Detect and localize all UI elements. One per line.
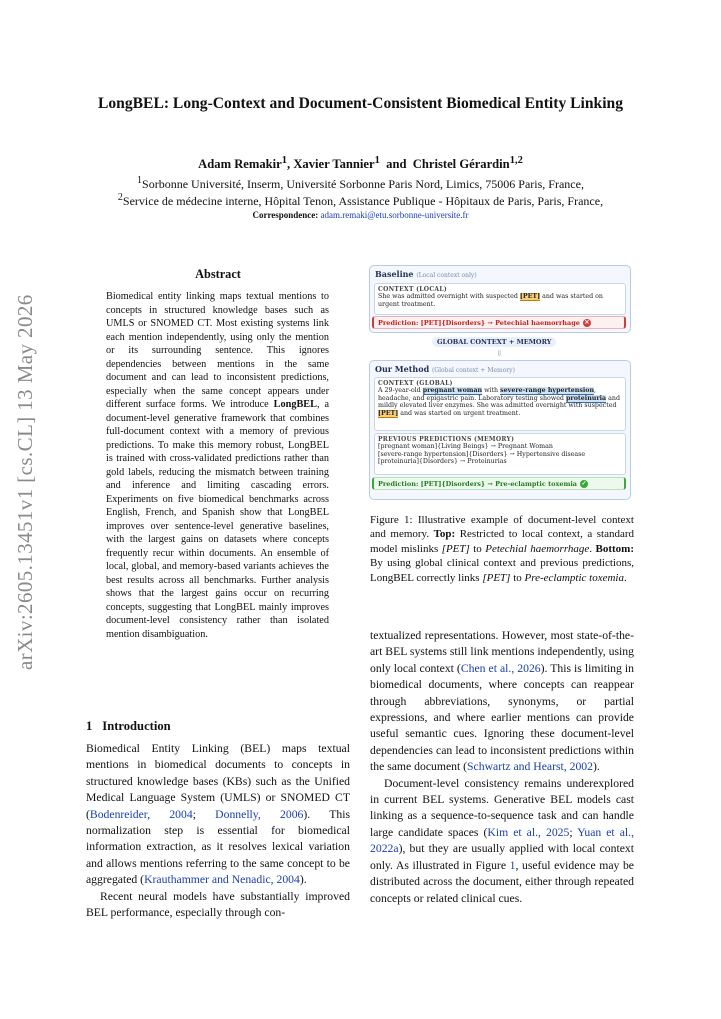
section-title: Introduction	[102, 719, 171, 733]
abstract-body	[106, 290, 329, 641]
global-context-label: GLOBAL CONTEXT + MEMORY	[432, 337, 556, 347]
target-mention: [PET]	[519, 293, 541, 300]
citation-link[interactable]: Donnelly, 2006	[215, 807, 304, 821]
paragraph-text: ).	[592, 760, 600, 774]
caption-text: Figure 1: Illustrative example of document-level context and memory.	[370, 514, 634, 541]
author-list	[80, 155, 641, 172]
paragraph	[370, 776, 634, 907]
down-arrow-icon: ⇓	[496, 349, 503, 358]
wrong-mark-icon: ✕	[584, 319, 590, 326]
memory-label: PREVIOUS PREDICTIONS (MEMORY)	[378, 436, 515, 443]
caption-italic: Petechial haemorrhage	[485, 542, 590, 555]
author-affiliation-mark: 1	[374, 155, 380, 166]
caption-text: .	[623, 571, 627, 584]
correspondence-email-link[interactable]: adam.remaki@etu.sorbonne-universite.fr	[320, 210, 469, 220]
caption-bold: Bottom:	[595, 542, 635, 555]
figure-caption	[370, 513, 634, 585]
check-mark-icon: ✓	[581, 480, 587, 487]
abstract-text: Biomedical entity linking maps textual mentions to concepts in structured knowledge bases such as UMLS or SNOMED CT. Most existing systems link each mention independently, using only the mention or its surrounding sentence. This ignores dependencies between mentions in the same document and can lead to inconsistent predictions, especially when the same concept appears under different surface forms. We introduce	[106, 291, 329, 410]
correspondence	[80, 210, 641, 220]
correspondence-label: Correspondence:	[252, 210, 319, 220]
caption-text: .	[589, 542, 596, 555]
context-fragment: and mildly elevated liver enzymes. She was admitted overnight with suspected	[378, 394, 620, 410]
paragraph-text: Biomedical Entity Linking (BEL) maps textual mentions in biomedical documents to concepts in structured knowledge bases (KBs) such as the Unified Medical Language System (UMLS) or SNOMED CT (	[86, 742, 350, 821]
abstract-bold-term: LongBEL	[273, 399, 317, 410]
context-fragment: A 29-year-old	[378, 387, 423, 394]
baseline-prediction	[372, 316, 626, 329]
paragraph-text: ), but they are usually applied with local context only. As illustrated in Figure	[370, 842, 634, 872]
author-separator: ,	[287, 157, 294, 172]
citation-link[interactable]: Schwartz and Hearst, 2002	[467, 760, 593, 774]
citation-link[interactable]: Krauthammer and Nenadic, 2004	[144, 873, 300, 887]
caption-text: to	[469, 542, 486, 555]
caption-italic: [PET]	[441, 542, 470, 555]
panel-subtitle: (Global context + Memory)	[431, 367, 515, 374]
memory-item: [proteinuria]{Disorders} → Proteinurias	[378, 458, 507, 466]
caption-text: By using global clinical context and previous predictions, LongBEL correctly links	[370, 557, 634, 584]
left-column-body	[86, 741, 350, 921]
memory-list	[375, 443, 625, 467]
paragraph: Recent neural models have substantially improved BEL performance, especially through con-	[86, 889, 350, 920]
figure-1	[369, 265, 631, 498]
memory-item: [pregnant woman]{Living Beings} → Pregnant Woman	[378, 443, 553, 450]
context-fragment: , headache, and epigastric pain. Laboratory testing showed	[378, 387, 597, 402]
affiliation-mark: 1	[137, 175, 143, 186]
mention-highlight: pregnant woman	[422, 387, 483, 394]
figure-ref-link[interactable]: 1	[509, 858, 516, 872]
panel-subtitle: (Local context only)	[416, 272, 477, 279]
panel-title: Our Method	[375, 364, 430, 374]
affiliation-1	[40, 175, 681, 192]
mention-highlight: proteinuria	[565, 394, 607, 402]
author-affiliation-mark: 1,2	[509, 155, 523, 166]
paper-title: LongBEL: Long-Context and Document-Consistent Biomedical Entity Linking	[97, 95, 624, 112]
abstract-text: , a document-level generative framework that combines full-document context with a memory of previous predictions. To make this memory robust, LongBEL is trained with cross-validated predictions rather than gold labels, reducing the mismatch between training and inference and limiting cascading errors. Experiments on five biomedical benchmarks across English, French, and Spanish show that LongBEL improves over sentence-level generative baselines, with the largest gains on datasets where concepts frequently recur within documents. An ensemble of local, global, and memory-based variants achieves the best results across all benchmarks. Further analysis shows that the largest gains occur on recurring concepts, suggesting that LongBEL mainly improves document-level consistency rather than isolated mention disambiguation.	[106, 399, 329, 640]
context-label: CONTEXT (LOCAL)	[378, 286, 448, 293]
arxiv-stamp: arXiv:2605.13451v1 [cs.CL] 13 May 2026	[13, 294, 37, 670]
author-separator: and	[383, 157, 410, 172]
caption-italic: Pre-eclamptic toxemia	[524, 571, 624, 584]
context-label: CONTEXT (GLOBAL)	[378, 380, 453, 387]
context-fragment: and was started on urgent treatment.	[398, 409, 521, 417]
prediction-text: Prediction: [PET]{Disorders} → Petechial haemorrhage	[378, 319, 580, 327]
citation-link[interactable]: Yuan et al., 2022a	[370, 825, 634, 856]
abstract-heading: Abstract	[195, 267, 241, 281]
mention-highlight: severe-range hypertension	[500, 387, 595, 394]
memory-box	[374, 433, 626, 475]
method-title	[375, 364, 515, 374]
caption-text: to	[510, 571, 525, 584]
prediction-text: Prediction: [PET]{Disorders} → Pre-eclamptic toxemia	[378, 480, 578, 488]
baseline-title	[375, 269, 477, 279]
paragraph-text: ;	[192, 807, 216, 821]
citation-link[interactable]: Bodenreider, 2004	[89, 807, 193, 821]
author-affiliation-mark: 1	[281, 155, 288, 166]
paragraph-text: ).	[299, 873, 307, 887]
memory-item: [severe-range hypertension]{Disorders} → Hypertensive disease	[378, 450, 586, 458]
panel-title: Baseline	[375, 269, 414, 279]
our-method-panel	[369, 360, 631, 500]
context-fragment: with	[482, 387, 501, 394]
paragraph-text: , useful evidence may be distributed across the document, either through repeated concepts or related clinical cues.	[370, 858, 634, 905]
paragraph-text: Document-level consistency remains underexplored in current BEL systems. Generative BEL models cast linking as a sequence-to-sequence task and can handle large candidate spaces (	[370, 776, 634, 839]
affiliation-2	[40, 192, 681, 209]
author-name: Xavier Tannier	[293, 157, 375, 172]
paragraph-text: ). This is limiting in biomedical documents, where concepts can reappear through abbreviations, synonyms, or partial expressions, and where earlier mentions can provide useful semantic cues. Ignoring these document-level dependencies can lead to inconsistent predictions within the same document (	[370, 661, 634, 774]
context-fragment: She was admitted overnight with suspected	[378, 293, 520, 300]
context-text	[375, 293, 625, 309]
paragraph-text: ;	[569, 825, 578, 839]
method-prediction	[372, 477, 626, 490]
paragraph	[86, 741, 350, 889]
context-fragment: and was started on urgent treatment.	[378, 293, 603, 308]
global-context-box	[374, 377, 626, 431]
citation-link[interactable]: Chen et al., 2026	[460, 661, 541, 675]
paragraph	[370, 628, 634, 776]
affiliation-mark: 2	[117, 192, 123, 203]
local-context-box	[374, 283, 626, 315]
author-name: Christel Gérardin	[412, 157, 510, 172]
target-mention: [PET]	[378, 409, 399, 417]
affiliation-text: Service de médecine interne, Hôpital Tenon, Assistance Publique - Hôpitaux de Paris, Paris, France,	[122, 194, 604, 208]
section-number: 1	[86, 719, 93, 733]
citation-link[interactable]: Kim et al., 2025	[487, 825, 570, 839]
context-text	[375, 387, 625, 418]
caption-italic: [PET]	[482, 571, 511, 584]
caption-text: Restricted to local context, a standard model mislinks	[370, 528, 634, 555]
section-heading	[86, 719, 171, 734]
paragraph-text: textualized representations. However, most state-of-the-art BEL systems still link mentions independently, using only local context (	[370, 629, 634, 675]
right-column-body	[370, 628, 634, 907]
caption-bold: Top:	[433, 528, 456, 541]
author-name: Adam Remakir	[198, 157, 282, 172]
paragraph-text: ). This normalization step is essential for biomedical information extraction, as it resolves lexical variation and allows mentions referring to the same concept to be aggregated (	[86, 807, 350, 887]
baseline-panel	[369, 265, 631, 333]
affiliation-text: Sorbonne Université, Inserm, Université Sorbonne Paris Nord, Limics, 75006 Paris, France,	[142, 177, 584, 191]
